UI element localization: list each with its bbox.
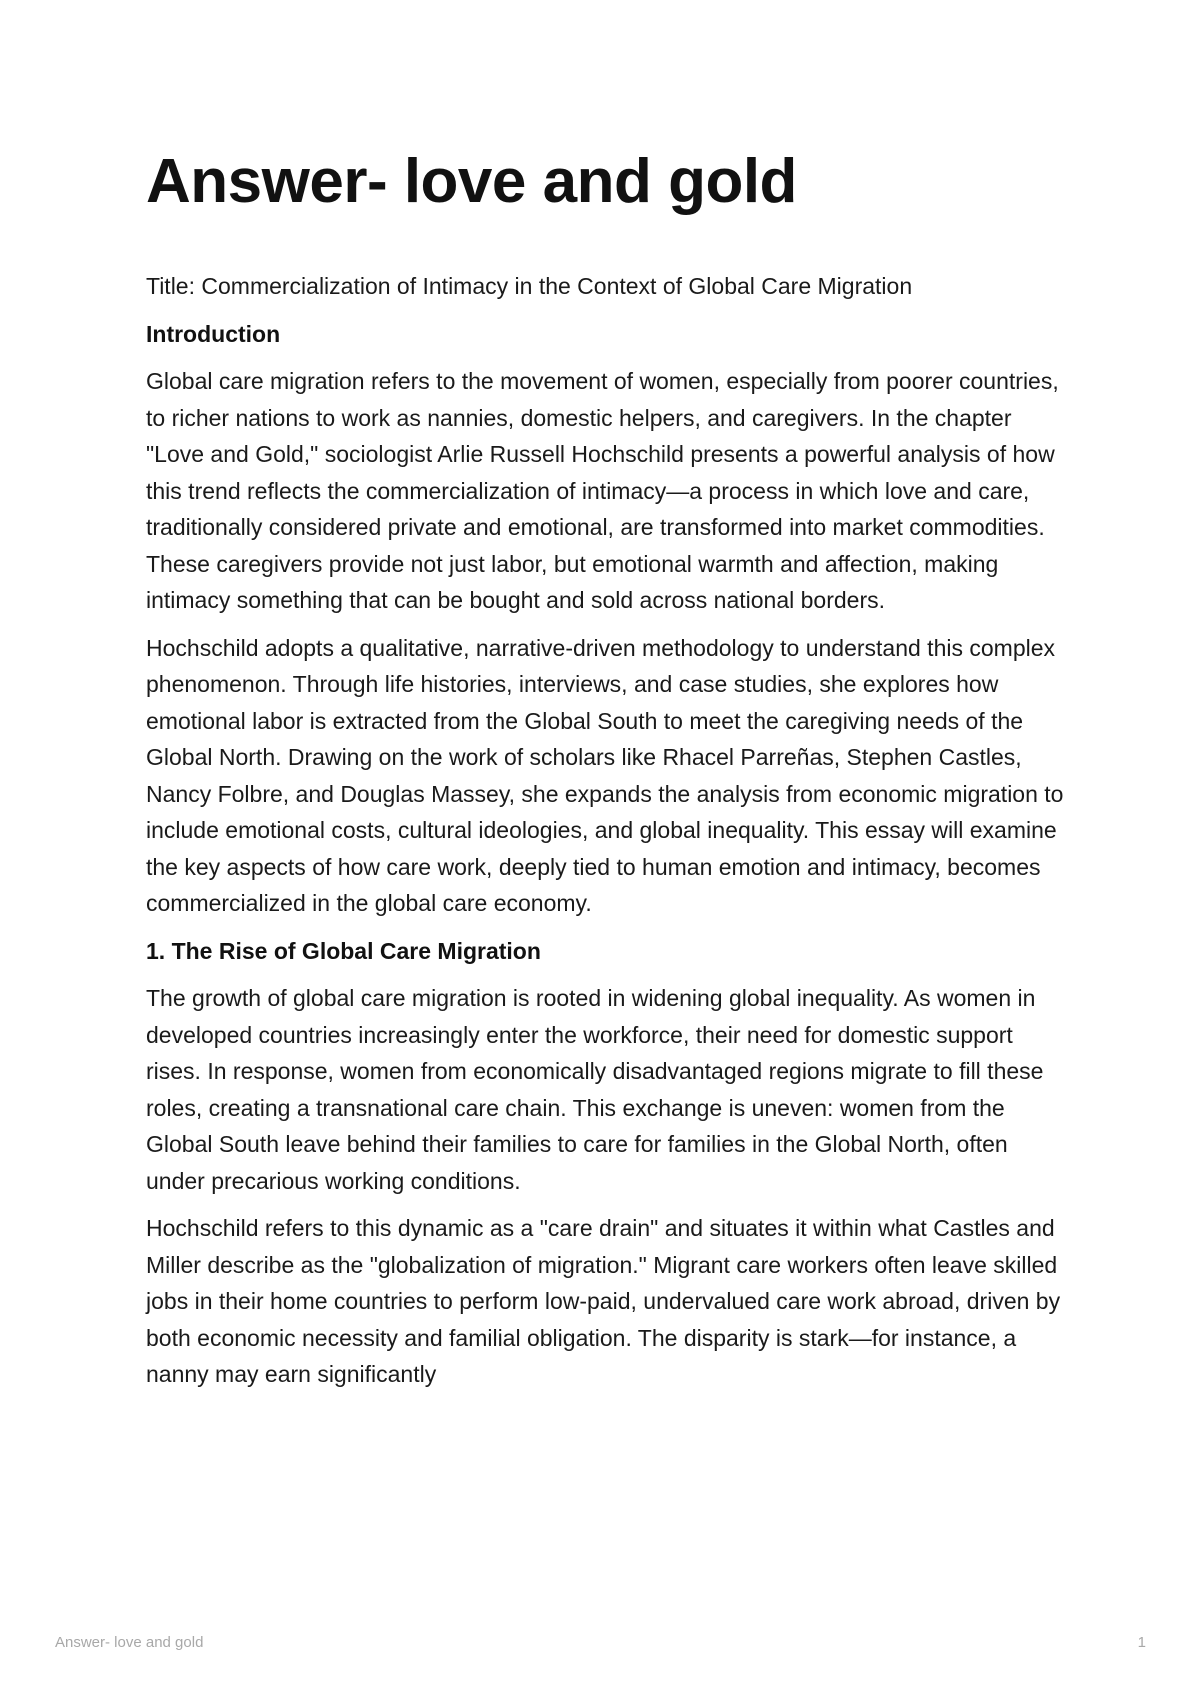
section-1-paragraph-2: Hochschild refers to this dynamic as a "care drain" and situates it within what Castles and Miller describe as the "globalization of migration." Migrant care workers often leave skilled jobs in their home countries to perform low-paid, undervalued care work abroad, driven by both economic necessity and familial obligation. The disparity is stark—for instance, a nanny may earn significantly bbox=[146, 1215, 1061, 1387]
document-body bbox=[146, 268, 1066, 1404]
intro-paragraph-1: Global care migration refers to the movement of women, especially from poorer countries, to richer nations to work as nannies, domestic helpers, and caregivers. In the chapter "Love and Gold," sociologist Arlie Russell Hochschild presents a powerful analysis of how this trend reflects the commercialization of intimacy—a process in which love and care, traditionally considered private and emotional, are transformed into market commodities. These caregivers provide not just labor, but emotional warmth and affection, making intimacy something that can be bought and sold across national borders. bbox=[146, 368, 1059, 613]
footer-page-number: 1 bbox=[1137, 1634, 1146, 1651]
document-subtitle: Title: Commercialization of Intimacy in the Context of Global Care Migration bbox=[146, 273, 913, 299]
document-title: Answer- love and gold bbox=[146, 147, 797, 216]
section-heading-introduction: Introduction bbox=[146, 320, 281, 347]
footer-running-title: Answer- love and gold bbox=[55, 1634, 204, 1651]
section-heading-rise-of-global-care-migration: 1. The Rise of Global Care Migration bbox=[146, 937, 541, 964]
intro-paragraph-2: Hochschild adopts a qualitative, narrative-driven methodology to understand this complex phenomenon. Through life histories, interviews, and case studies, she explores how emotional labor is extracted from the Global South to meet the caregiving needs of the Global North. Drawing on the work of scholars like Rhacel Parreñas, Stephen Castles, Nancy Folbre, and Douglas Massey, she expands the analysis from economic migration to include emotional costs, cultural ideologies, and global inequality. This essay will examine the key aspects of how care work, deeply tied to human emotion and intimacy, becomes commercialized in the global care economy. bbox=[146, 634, 1064, 916]
section-1-paragraph-1: The growth of global care migration is rooted in widening global inequality. As women in developed countries increasingly enter the workforce, their need for domestic support rises. In response, women from economically disadvantaged regions migrate to fill these roles, creating a transnational care chain. This exchange is uneven: women from the Global South leave behind their families to care for families in the Global North, often under precarious working conditions. bbox=[146, 985, 1044, 1194]
